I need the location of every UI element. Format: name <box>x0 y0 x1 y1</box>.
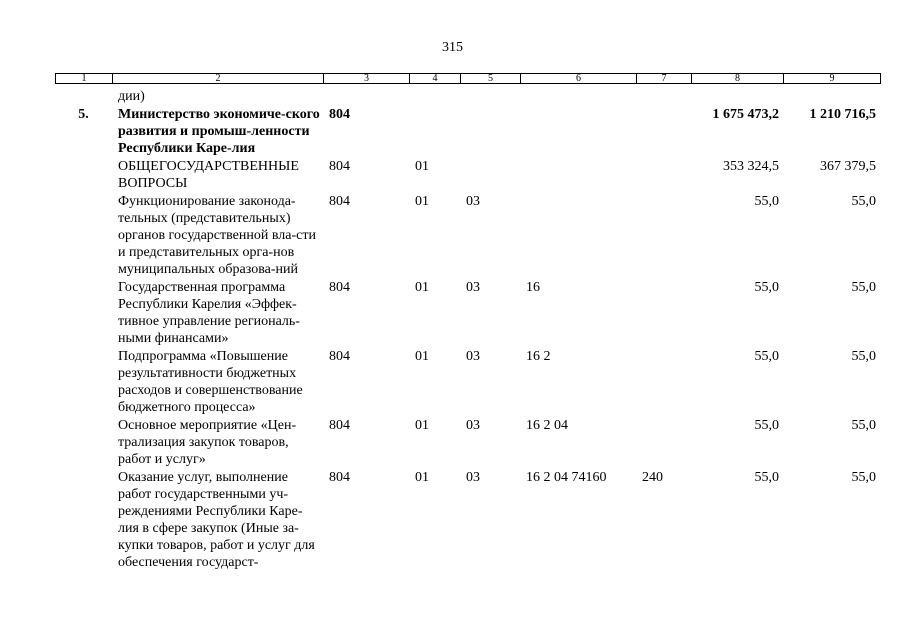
row-name: Подпрограмма «Повышение результативности бюджетных расходов и совершенствование бюджетного процесса» <box>118 349 303 415</box>
amount-year-2: 55,0 <box>851 280 876 295</box>
section-code: 01 <box>415 418 429 433</box>
page-number: 315 <box>442 40 463 55</box>
table-row <box>55 88 880 105</box>
ministry-code: 804 <box>329 107 350 122</box>
ministry-code: 804 <box>329 418 350 433</box>
row-name: Государственная программа Республики Карелия «Эффек-тивное управление региональ-ными финансами» <box>118 280 300 346</box>
target-article: 16 <box>526 280 540 295</box>
section-code: 01 <box>415 470 429 485</box>
ministry-code: 804 <box>329 159 350 174</box>
row-name: дии) <box>118 89 145 104</box>
amount-year-2: 55,0 <box>851 349 876 364</box>
ministry-code: 804 <box>329 194 350 209</box>
target-article: 16 2 <box>526 349 551 364</box>
expense-type: 240 <box>642 470 663 485</box>
amount-year-1: 55,0 <box>754 418 779 433</box>
column-header: 5 <box>461 74 521 84</box>
budget-table-body <box>55 88 880 571</box>
ministry-code: 804 <box>329 349 350 364</box>
ministry-code: 804 <box>329 470 350 485</box>
section-code: 01 <box>415 280 429 295</box>
column-header: 1 <box>56 74 113 84</box>
column-header: 8 <box>692 74 784 84</box>
column-header: 2 <box>113 74 324 84</box>
column-header: 7 <box>637 74 692 84</box>
amount-year-1: 55,0 <box>754 280 779 295</box>
target-article: 16 2 04 <box>526 418 568 433</box>
ministry-code: 804 <box>329 280 350 295</box>
subsection-code: 03 <box>466 280 480 295</box>
amount-year-2: 55,0 <box>851 194 876 209</box>
column-header: 9 <box>784 74 881 84</box>
amount-year-1: 1 675 473,2 <box>712 107 779 122</box>
row-name: Оказание услуг, выполнение работ государственными уч-реждениями Республики Каре-лия в сфере закупок (Иные за-купки товаров, работ и услуг для обеспечения государст- <box>118 470 315 570</box>
column-header: 3 <box>324 74 410 84</box>
section-code: 01 <box>415 159 429 174</box>
row-name: Министерство экономиче-ского развития и промыш-ленности Республики Каре-лия <box>118 107 320 156</box>
amount-year-1: 55,0 <box>754 349 779 364</box>
amount-year-2: 55,0 <box>851 470 876 485</box>
table-row <box>55 193 880 278</box>
amount-year-1: 353 324,5 <box>723 159 779 174</box>
table-row <box>55 106 880 157</box>
subsection-code: 03 <box>466 194 480 209</box>
subsection-code: 03 <box>466 349 480 364</box>
section-code: 01 <box>415 194 429 209</box>
amount-year-2: 367 379,5 <box>820 159 876 174</box>
amount-year-2: 55,0 <box>851 418 876 433</box>
row-name: Функционирование законода-тельных (представительных) органов государственной вла-сти и представительных орга-нов муниципальных образова-ний <box>118 194 316 277</box>
section-code: 01 <box>415 349 429 364</box>
table-row <box>55 279 880 347</box>
amount-year-2: 1 210 716,5 <box>809 107 876 122</box>
column-header: 4 <box>410 74 461 84</box>
amount-year-1: 55,0 <box>754 470 779 485</box>
subsection-code: 03 <box>466 418 480 433</box>
row-name: Основное мероприятие «Цен-трализация закупок товаров, работ и услуг» <box>118 418 297 467</box>
table-row <box>55 158 880 192</box>
table-row <box>55 417 880 468</box>
table-row <box>55 469 880 571</box>
row-name: ОБЩЕГОСУДАРСТВЕННЫЕ ВОПРОСЫ <box>118 159 299 191</box>
column-header: 6 <box>521 74 637 84</box>
amount-year-1: 55,0 <box>754 194 779 209</box>
row-number: 5. <box>78 107 89 122</box>
subsection-code: 03 <box>466 470 480 485</box>
table-row <box>55 348 880 416</box>
target-article: 16 2 04 74160 <box>526 470 607 485</box>
column-header-row <box>55 73 881 84</box>
